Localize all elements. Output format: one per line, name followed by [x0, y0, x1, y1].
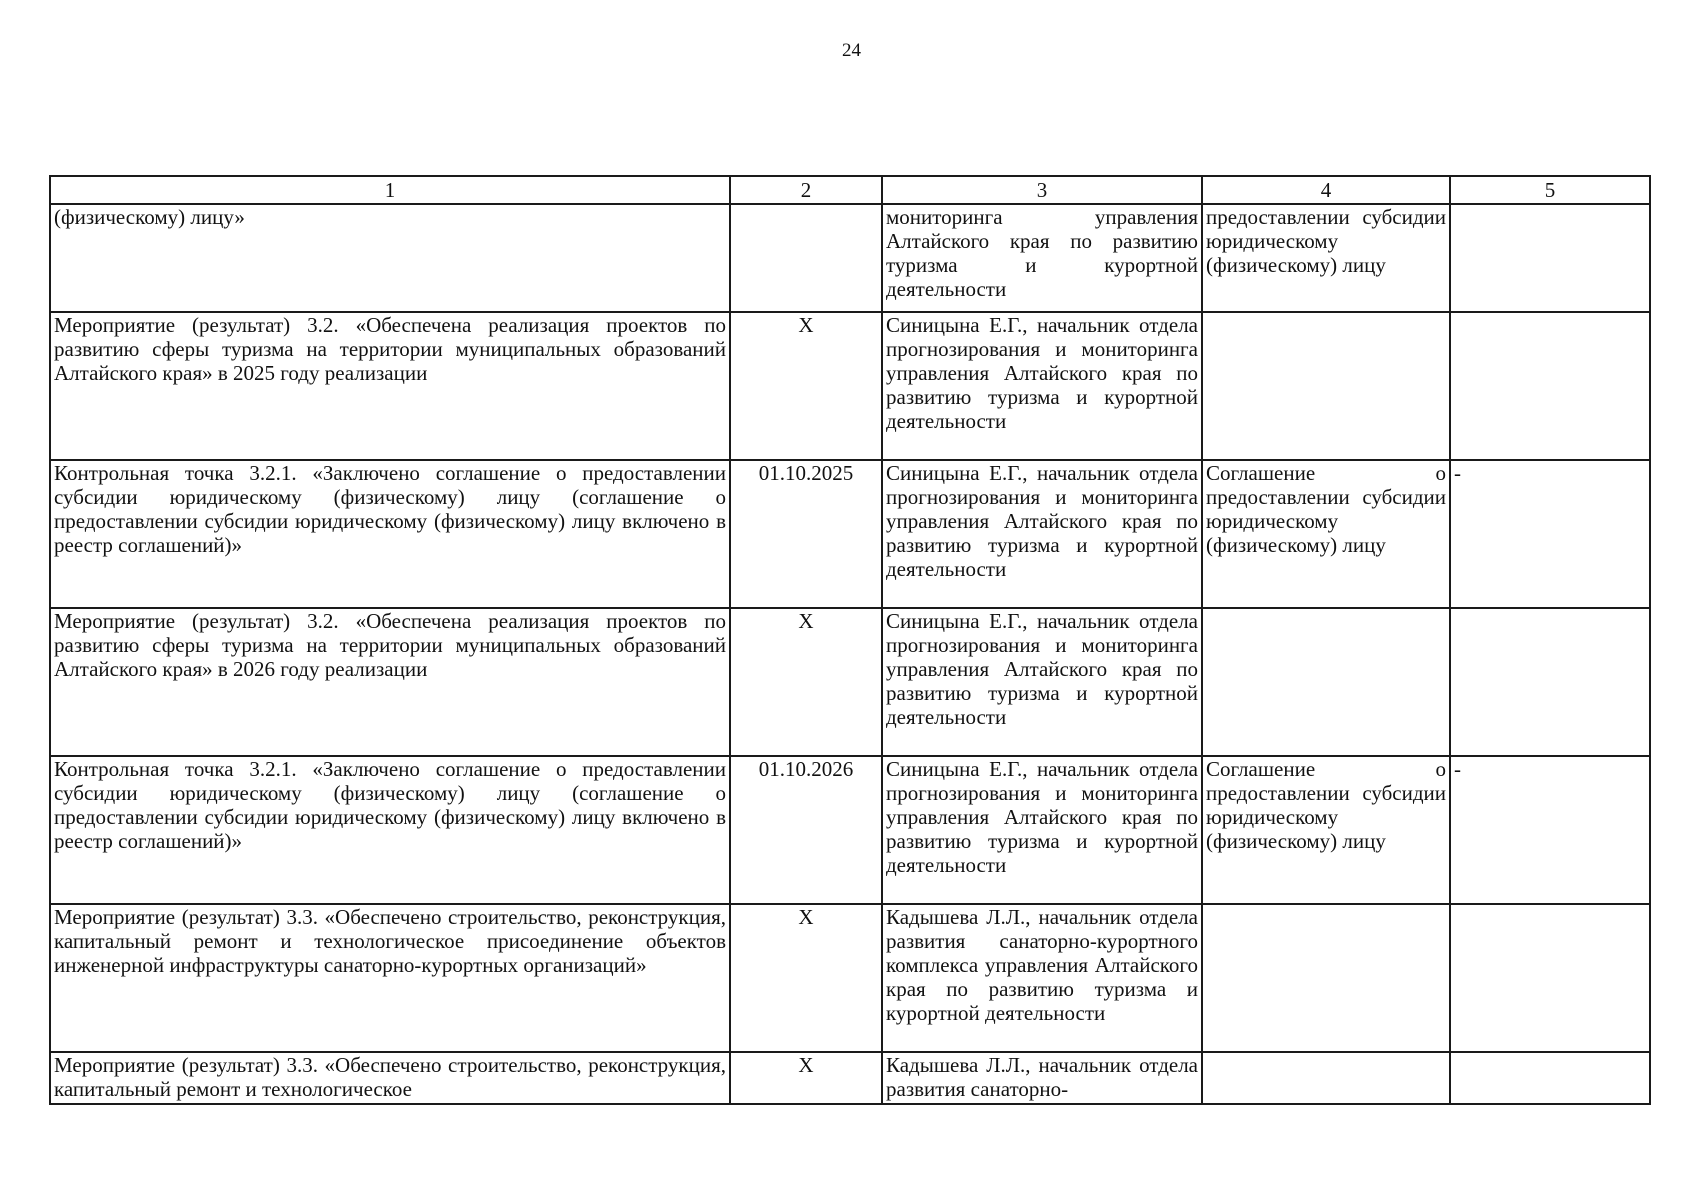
- responsible-cell: Синицына Е.Г., начальник отдела прогнозирования и мониторинга управления Алтайского края по развитию туризма и курортной деятельности: [882, 312, 1202, 460]
- table-row: [50, 460, 1650, 608]
- note-cell: [1450, 904, 1650, 1052]
- measure-name-cell: (физическому) лицу»: [50, 204, 730, 312]
- header-row: [50, 176, 1650, 204]
- measure-name-cell: Мероприятие (результат) 3.3. «Обеспечено строительство, реконструкция, капитальный ремонт и технологическое присоединение объектов инженерной инфраструктуры санаторно-курортных организаций»: [50, 904, 730, 1052]
- deadline-cell: 01.10.2026: [730, 756, 882, 904]
- table-row: [50, 204, 1650, 312]
- page-number: 24: [842, 40, 861, 61]
- note-cell: -: [1450, 756, 1650, 904]
- document-cell: [1202, 312, 1450, 460]
- document-cell: предоставлении субсидии юридическому (физическому) лицу: [1202, 204, 1450, 312]
- column-header-3: 3: [882, 176, 1202, 204]
- responsible-cell: Кадышева Л.Л., начальник отдела развития санаторно-курортного комплекса управления Алтайского края по развитию туризма и курортной деятельности: [882, 904, 1202, 1052]
- note-cell: [1450, 1052, 1650, 1104]
- note-cell: -: [1450, 460, 1650, 608]
- table-row: [50, 904, 1650, 1052]
- document-cell: [1202, 904, 1450, 1052]
- deadline-cell: Х: [730, 608, 882, 756]
- column-header-2: 2: [730, 176, 882, 204]
- note-cell: [1450, 312, 1650, 460]
- table-row: [50, 756, 1650, 904]
- measure-name-cell: Мероприятие (результат) 3.2. «Обеспечена реализация проектов по развитию сферы туризма на территории муниципальных образований Алтайского края» в 2025 году реализации: [50, 312, 730, 460]
- column-header-5: 5: [1450, 176, 1650, 204]
- responsible-cell: мониторинга управления Алтайского края по развитию туризма и курортной деятельности: [882, 204, 1202, 312]
- deadline-cell: Х: [730, 312, 882, 460]
- table-row: [50, 312, 1650, 460]
- measures-table: [49, 175, 1651, 1105]
- measure-name-cell: Мероприятие (результат) 3.2. «Обеспечена реализация проектов по развитию сферы туризма на территории муниципальных образований Алтайского края» в 2026 году реализации: [50, 608, 730, 756]
- deadline-cell: Х: [730, 904, 882, 1052]
- deadline-cell: 01.10.2025: [730, 460, 882, 608]
- table-row: [50, 608, 1650, 756]
- responsible-cell: Кадышева Л.Л., начальник отдела развития санаторно-: [882, 1052, 1202, 1104]
- note-cell: [1450, 204, 1650, 312]
- deadline-cell: [730, 204, 882, 312]
- responsible-cell: Синицына Е.Г., начальник отдела прогнозирования и мониторинга управления Алтайского края по развитию туризма и курортной деятельности: [882, 608, 1202, 756]
- note-cell: [1450, 608, 1650, 756]
- document-cell: Соглашение о предоставлении субсидии юридическому (физическому) лицу: [1202, 460, 1450, 608]
- measure-name-cell: Контрольная точка 3.2.1. «Заключено соглашение о предоставлении субсидии юридическому (физическому) лицу (соглашение о предоставлении субсидии юридическому (физическому) лицу включено в реестр соглашений)»: [50, 756, 730, 904]
- responsible-cell: Синицына Е.Г., начальник отдела прогнозирования и мониторинга управления Алтайского края по развитию туризма и курортной деятельности: [882, 756, 1202, 904]
- responsible-cell: Синицына Е.Г., начальник отдела прогнозирования и мониторинга управления Алтайского края по развитию туризма и курортной деятельности: [882, 460, 1202, 608]
- deadline-cell: Х: [730, 1052, 882, 1104]
- column-header-4: 4: [1202, 176, 1450, 204]
- measure-name-cell: Контрольная точка 3.2.1. «Заключено соглашение о предоставлении субсидии юридическому (физическому) лицу (соглашение о предоставлении субсидии юридическому (физическому) лицу включено в реестр соглашений)»: [50, 460, 730, 608]
- document-cell: [1202, 1052, 1450, 1104]
- document-cell: [1202, 608, 1450, 756]
- column-header-1: 1: [50, 176, 730, 204]
- table-row: [50, 1052, 1650, 1104]
- measure-name-cell: Мероприятие (результат) 3.3. «Обеспечено строительство, реконструкция, капитальный ремонт и технологическое: [50, 1052, 730, 1104]
- document-cell: Соглашение о предоставлении субсидии юридическому (физическому) лицу: [1202, 756, 1450, 904]
